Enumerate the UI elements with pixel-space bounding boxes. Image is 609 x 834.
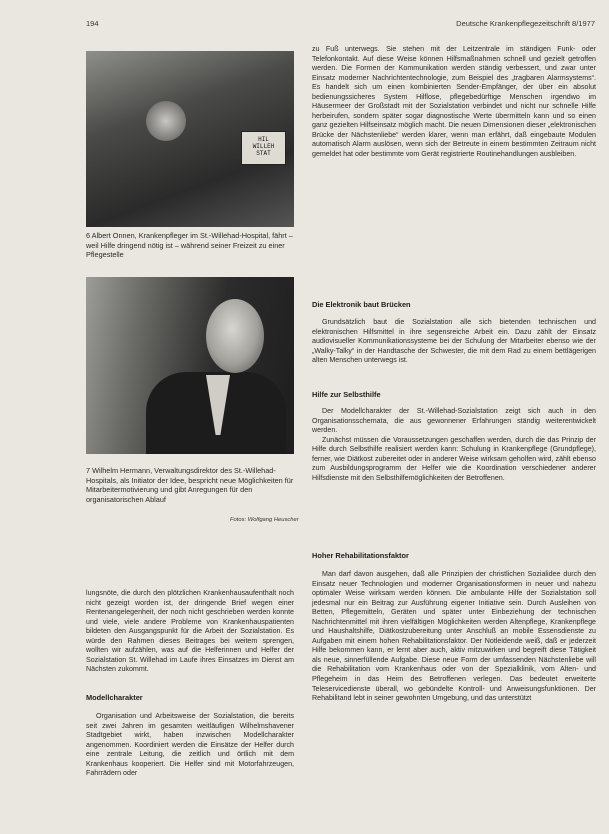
right-column-text-1 [312, 45, 596, 160]
left-column-text-2 [86, 712, 294, 779]
right-column-text-4 [312, 570, 596, 704]
heading-elektronik: Die Elektronik baut Brücken [312, 300, 411, 309]
heading-rehabilitation: Hoher Rehabilitationsfaktor [312, 551, 409, 560]
photo-credit: Fotos: Wolfgang Heuscher [230, 517, 299, 523]
caption-7: 7 Wilhelm Hermann, Verwaltungsdirektor des St.-Willehad-Hospitals, als Initiator der Idee, bespricht neue Möglichkeiten für Mitarbeitermotivierung und gibt Anregungen für den organisatorischen Ablauf [86, 466, 294, 504]
heading-modellcharakter: Modellcharakter [86, 693, 143, 702]
paragraph: Organisation und Arbeitsweise der Sozialstation, die bereits seit zwei Jahren im gesamten weitläufigen Wilhelmshavener Stadtgebiet wirkt, haben inzwischen Modellcharakter angenommen. Koordiniert werden die Einsätze der Helfer durch eine zentrale Leitung, die zeitlich und örtlich mit dem Krankenhaus kooperiert. Die Helfer sind mit Motorfahrzeugen, Fahrrädern oder [86, 712, 294, 778]
paragraph: Grundsätzlich baut die Sozialstation alle sich bietenden technischen und elektronischen Hilfsmittel in ihre segensreiche Arbeit ein. Dazu zählt der Einsatz audiovisueller Kommunikationssysteme bei der Schulung der Mitarbeiter ebenso wie der „Walky-Talky“ in der Handtasche der Schwester, die mit dem Rad zu einem bettlägerigen alten Menschen unterwegs ist. [312, 318, 596, 365]
photo-director-portrait [86, 277, 294, 454]
right-column-text-2 [312, 318, 596, 366]
heading-selbsthilfe: Hilfe zur Selbsthilfe [312, 390, 381, 399]
paragraph: lungsnöte, die durch den plötzlichen Krankenhausaufenthalt noch nicht gezeigt worden ist, der dringende Brief wegen einer Rentenangelegenheit, der noch nicht geschrieben werden konnte und viele, viele andere Probleme von Krankenhauspatienten bildeten den Ausgangspunkt für die Arbeit der Sozialstation. Es würde den Rahmen dieses Beitrages bei weitem sprengen, wollten wir aufzählen, was auf die Helferinnen und Helfer der Sozialstation St. Willehad im Laufe ihres Einsatzes im Dienst am Nächsten zukommt. [86, 589, 294, 674]
car-sign: HIL WILLEH STAT [241, 131, 286, 165]
caption-6: 6 Albert Onnen, Krankenpfleger im St.-Willehad-Hospital, fährt – weil Hilfe dringend nötig ist – während seiner Freizeit zu einer Pflegestelle [86, 231, 293, 260]
right-column-text-3 [312, 407, 596, 483]
journal-title: Deutsche Krankenpflegezeitschrift 8/1977 [456, 19, 595, 28]
paragraph: Der Modellcharakter der St.-Willehad-Sozialstation zeigt sich auch in den Organisationsschemata, die aus gewonnener Erfahrungen ständig weiterentwickelt werden. [312, 407, 596, 435]
photo-face [206, 299, 264, 373]
paragraph: Man darf davon ausgehen, daß alle Prinzipien der christlichen Sozialidee durch den Einsatz neuer Technologien und moderner Organisationsformen in neuer und nahezu optimaler Weise wirksam werden können. Die ambulante Hilfe der Sozialstation soll jedesmal nur ein Beitrag zur Ausführung eigener Initiative sein. Durch Ausleihen von Betten, Pflegemitteln, Geräten und später unter Einbeziehung der technischen Nachrichtenmittel mit ihren vielfältigen Möglichkeiten werden Altenpflege, Krankenpflege und Haushaltshilfe, Diätkostzubereitung unter Anschluß an mobile Essensdienste zu Aufgaben mit einem hohen Rehabilitationsfaktor. Der Notleidende weiß, daß er jederzeit Hilfe bekommen kann, er lernt aber auch, aktiv mitzuwirken und begreift diese Tätigkeit als neue, sinnerfüllende Aufgabe. Diese neue Form der umfassenden Nächstenliebe will die Rehabilitation vom Krankenhaus oder von der Spezialklinik, vom Alten- und Pflegeheim in das Heim des Betroffenen verlegen. Das bedeutet erweiterte Teleservicedienste überall, wo gebündelte Kontroll- und Anweisungsfunktionen. Der Rehabilitand lebt in seiner gewohnten Umgebung, und das unterstützt [312, 570, 596, 703]
photo-figure [146, 101, 186, 141]
paragraph: zu Fuß unterwegs. Sie stehen mit der Leitzentrale im ständigen Funk- oder Telefonkontakt. Auf diese Weise können Hilfsmaßnahmen schnell und gezielt getroffen werden. Die Formen der Kommunikation werden ständig verbessert, und zwar unter Einsatz moderner Nachrichtentechnologie, zum Beispiel des „tragbaren Alarmsystems“. Es handelt sich um einen kombinierten Sender-Empfänger, der über ein absolut bedienungssicheres System Hilflose, pflegebedürftige Menschen irgendwo im Häusermeer der Großstadt mit der Sozialstation verbindet und nicht nur schnelle Hilfe herbeirufen, sondern später sogar diagnostische Werte übermitteln kann und so einen ganz gezielten Hilfseinsatz möglich macht. Die neuen Dimensionen dieser „elektronischen Brücke der Nächstenliebe“ werden klarer, wenn man erfährt, daß eingebaute Modulen automatisch Alarm auslösen, wenn sich der Betreute in einem bestimmten Zeitraum nicht gemeldet hat oder bestimmte vom Gerät registrierte Routinehandlungen ausbleiben. [312, 45, 596, 159]
photo-nurse-car [86, 51, 294, 227]
paragraph: Zunächst müssen die Voraussetzungen geschaffen werden, durch die das Prinzip der Hilfe durch Selbsthilfe realisiert werden kann: Schulung in Krankenpflege (Grundpflege), ferner, wie Diätkost zubereitet oder in anderer Weise wirksam geholfen wird, zählt ebenso zum Ausbildungsprogramm der Helfer wie die Koordination verschiedener anderer Hilfsdienste mit den Selbsthilfemöglichkeiten der Betroffenen. [312, 435, 596, 482]
page-number: 194 [86, 19, 99, 28]
left-column-text [86, 589, 294, 675]
